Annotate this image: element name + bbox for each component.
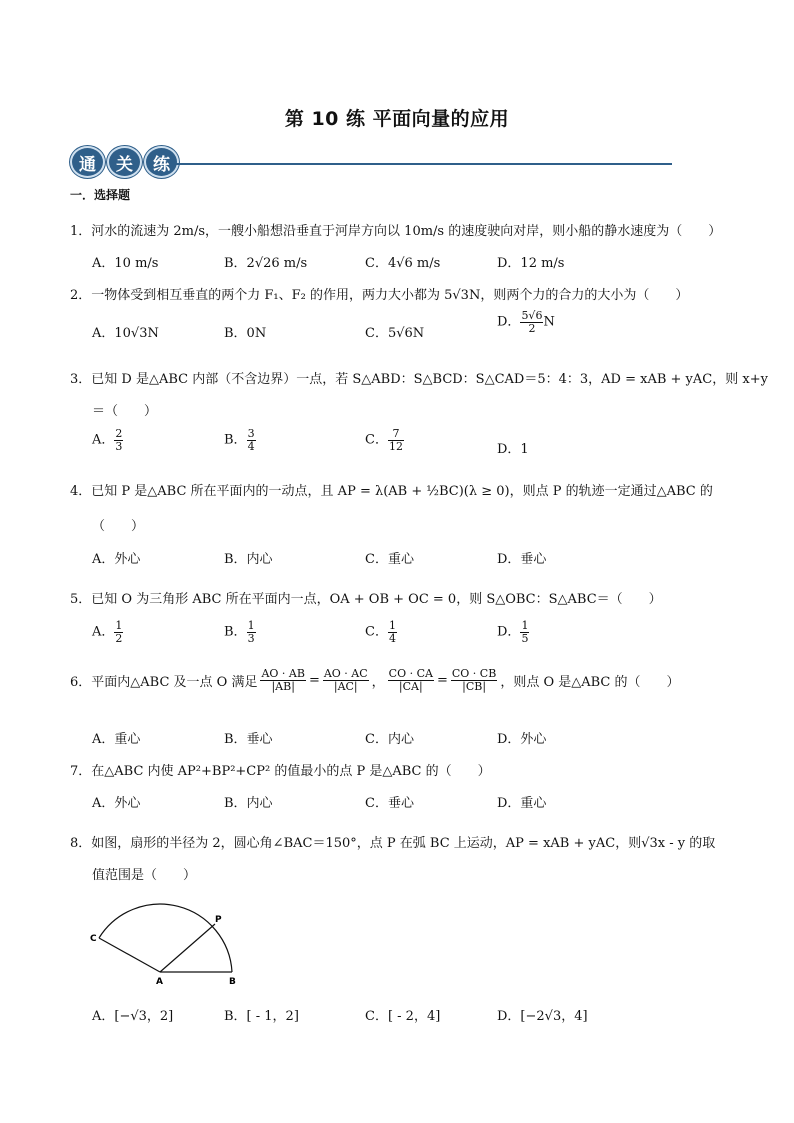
question-7-stem: 7．在△ABC 内使 AP²+BP²+CP² 的值最小的点 P 是△ABC 的（ ） bbox=[70, 764, 491, 779]
q6-fraction-2: $\frac{AO \cdot AC}{|AC|}$ bbox=[323, 667, 368, 693]
q3-option-a[interactable]: A． $\frac{2}{3}$ bbox=[92, 427, 123, 453]
q6-option-a[interactable]: A．重心 bbox=[92, 732, 141, 747]
sector-arc bbox=[99, 904, 232, 972]
q8-option-c[interactable]: C．[ - 2，4] bbox=[365, 1009, 441, 1024]
segment-ap bbox=[160, 924, 215, 972]
q7-option-c[interactable]: C．垂心 bbox=[365, 796, 414, 811]
q2-option-b[interactable]: B．0N bbox=[224, 326, 267, 341]
q2-option-d-label: D． bbox=[497, 314, 521, 330]
question-4-stem-cont: （ ） bbox=[92, 519, 145, 534]
question-2-stem: 2．一物体受到相互垂直的两个力 F₁、F₂ 的作用，两力大小都为 5√3N，则两个力的合力的大小为（ ） bbox=[70, 288, 689, 303]
q6-option-d[interactable]: D．外心 bbox=[497, 732, 547, 747]
question-6-stem: 6．平面内△ABC 及一点 O 满足 $\frac{AO \cdot AB}{|AB|}$ = $\frac{AO \cdot AC}{|AC|}$ ， $\frac{CO \cdot CA}{|CA|}$ = $\frac{CO \cdot CB}{|CB|}$ ，则点 O 是△ABC 的（ ） bbox=[70, 667, 680, 693]
q4-option-c[interactable]: C．重心 bbox=[365, 552, 414, 567]
q5-option-d[interactable]: D． $\frac{1}{5}$ bbox=[497, 619, 529, 645]
q2-option-c[interactable]: C．5√6N bbox=[365, 326, 425, 341]
question-3-stem-cont: ＝（ ） bbox=[92, 404, 158, 419]
q7-option-b[interactable]: B．内心 bbox=[224, 796, 273, 811]
q8-option-b[interactable]: B．[ - 1，2] bbox=[224, 1009, 299, 1024]
label-c: C bbox=[90, 934, 97, 944]
q6-fraction-1: $\frac{AO \cdot AB}{|AB|}$ bbox=[261, 667, 305, 693]
q4-option-b[interactable]: B．内心 bbox=[224, 552, 273, 567]
q1-option-d[interactable]: D．12 m/s bbox=[497, 256, 565, 271]
q3-option-d[interactable]: D．1 bbox=[497, 442, 529, 457]
page-title: 第 10 练 平面向量的应用 bbox=[284, 108, 510, 130]
q6-option-c[interactable]: C．内心 bbox=[365, 732, 414, 747]
q6-fraction-3: $\frac{CO \cdot CA}{|CA|}$ bbox=[388, 667, 433, 693]
q3-option-b[interactable]: B． $\frac{3}{4}$ bbox=[224, 427, 255, 453]
question-8-stem-cont: 值范围是（ ） bbox=[92, 868, 197, 883]
q5-option-a[interactable]: A． $\frac{1}{2}$ bbox=[92, 619, 123, 645]
label-a: A bbox=[156, 977, 163, 987]
q1-option-a[interactable]: A．10 m/s bbox=[92, 256, 159, 271]
q4-option-a[interactable]: A．外心 bbox=[92, 552, 141, 567]
q8-option-d[interactable]: D．[−2√3，4] bbox=[497, 1009, 588, 1024]
badge-char-2: 关 bbox=[107, 146, 142, 178]
label-p: P bbox=[215, 915, 222, 925]
segment-ac bbox=[99, 938, 160, 972]
sector-figure bbox=[84, 896, 254, 988]
q6-stem-pre: 6．平面内△ABC 及一点 O 满足 bbox=[70, 674, 258, 690]
label-b: B bbox=[229, 977, 236, 987]
q6-fraction-4: $\frac{CO \cdot CB}{|CB|}$ bbox=[451, 667, 497, 693]
question-3-stem: 3．已知 D 是△ABC 内部（不含边界）一点，若 S△ABD：S△BCD：S△CAD＝5：4：3，AD = xAB + yAC，则 x+y bbox=[70, 372, 768, 387]
question-4-stem: 4．已知 P 是△ABC 所在平面内的一动点，且 AP = λ(AB + ½BC)(λ ≥ 0)，则点 P 的轨迹一定通过△ABC 的 bbox=[70, 484, 713, 499]
q4-option-d[interactable]: D．垂心 bbox=[497, 552, 547, 567]
badge-char-1: 通 bbox=[70, 146, 105, 178]
q2-option-d-unit: N bbox=[543, 314, 555, 330]
q6-option-b[interactable]: B．垂心 bbox=[224, 732, 273, 747]
q1-option-c[interactable]: C．4√6 m/s bbox=[365, 256, 441, 271]
section-heading: 一．选择题 bbox=[70, 188, 131, 202]
q7-option-d[interactable]: D．重心 bbox=[497, 796, 547, 811]
q3-option-c[interactable]: C． $\frac{7}{12}$ bbox=[365, 427, 403, 453]
header-divider bbox=[170, 163, 672, 165]
q2-option-a[interactable]: A．10√3N bbox=[92, 326, 159, 341]
question-8-stem: 8．如图，扇形的半径为 2，圆心角∠BAC＝150°，点 P 在弧 BC 上运动，AP = xAB + yAC，则√3x - y 的取 bbox=[70, 836, 716, 851]
q2-option-d[interactable] bbox=[497, 310, 555, 334]
question-1-stem: 1．河水的流速为 2m/s，一艘小船想沿垂直于河岸方向以 10m/s 的速度驶向对岸，则小船的静水速度为（ ） bbox=[70, 224, 722, 239]
q7-option-a[interactable]: A．外心 bbox=[92, 796, 141, 811]
q1-option-b[interactable]: B．2√26 m/s bbox=[224, 256, 308, 271]
badge-char-3: 练 bbox=[144, 146, 179, 178]
q5-option-c[interactable]: C． $\frac{1}{4}$ bbox=[365, 619, 396, 645]
question-5-stem: 5．已知 O 为三角形 ABC 所在平面内一点，OA + OB + OC = 0，则 S△OBC：S△ABC＝（ ） bbox=[70, 592, 662, 607]
q5-option-b[interactable]: B． $\frac{1}{3}$ bbox=[224, 619, 255, 645]
q8-option-a[interactable]: A．[−√3，2] bbox=[92, 1009, 174, 1024]
q6-stem-post: ，则点 O 是△ABC 的（ ） bbox=[500, 674, 680, 690]
section-badge bbox=[70, 146, 179, 176]
q2-option-d-fraction: $\frac{5√6}{2}$ bbox=[521, 309, 543, 335]
